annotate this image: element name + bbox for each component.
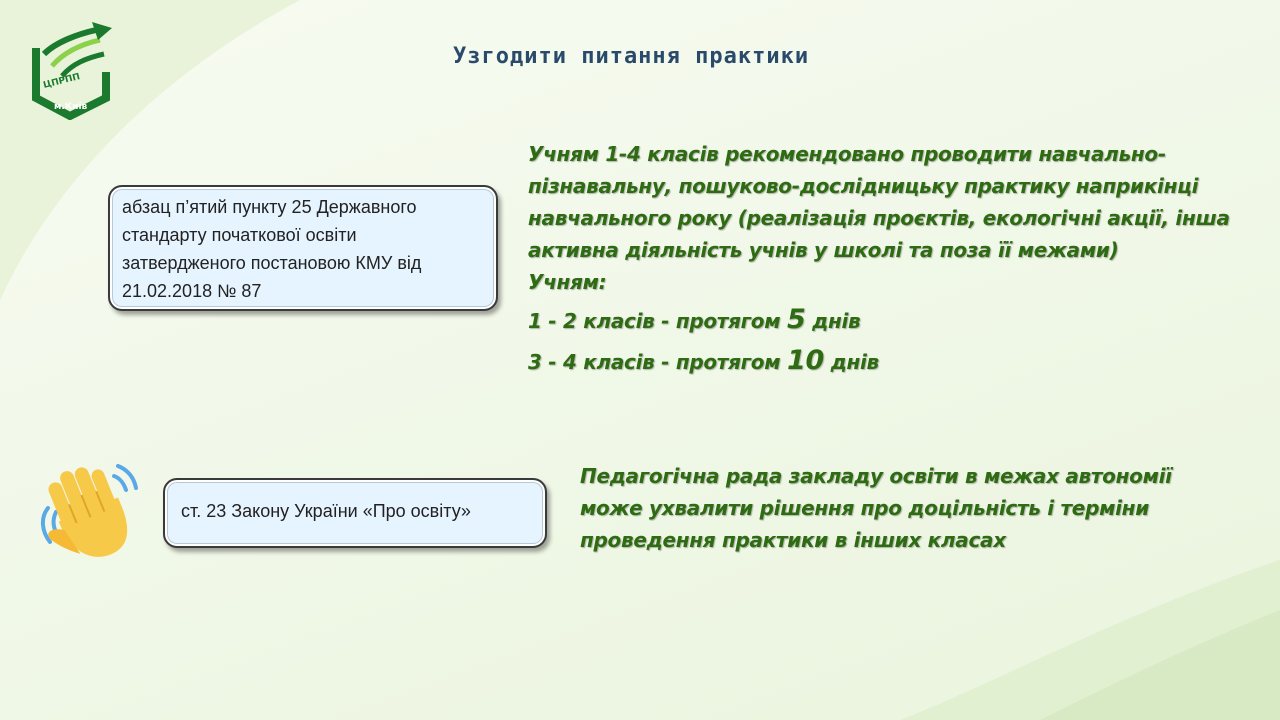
cprpp-logo-icon (30, 18, 116, 120)
page-title: Узгодити питання практики (453, 44, 810, 69)
reference-line: стандарту початкової освіти (122, 225, 357, 245)
text-line: пізнавальну, пошуково-дослідницьку практику наприкінці (528, 174, 1199, 198)
text-line: Педагогічна рада закладу освіти в межах автономії (580, 464, 1172, 488)
legal-reference-box (108, 185, 498, 311)
logo-text-top: ЦПРПП (42, 72, 82, 91)
waving-hand-icon (36, 456, 144, 564)
duration-count: 5 (786, 304, 806, 335)
duration-grades: 1 - 2 класів - протягом (528, 309, 781, 333)
text-line: навчального року (реалізація проєктів, екологічні акції, інша (528, 206, 1230, 230)
duration-unit: днів (830, 350, 879, 374)
duration-grades: 3 - 4 класів - протягом (528, 350, 781, 374)
duration-count: 10 (786, 345, 824, 376)
pedagogical-council-text (580, 460, 1270, 556)
logo-text-bottom: м.Київ (54, 102, 88, 112)
practice-recommendation-text (528, 138, 1248, 380)
text-line: може ухвалити рішення про доцільність і терміни (580, 496, 1149, 520)
reference-line: абзац п’ятий пункту 25 Державного (122, 197, 417, 217)
reference-line: ст. 23 Закону України «Про освіту» (181, 501, 471, 521)
duration-unit: днів (812, 309, 861, 333)
text-line: проведення практики в інших класах (580, 528, 1006, 552)
text-line: Учням: (528, 270, 607, 294)
reference-line: затвердженого постановою КМУ від (122, 253, 422, 273)
duration-line (528, 302, 1248, 339)
text-line: Учням 1-4 класів рекомендовано проводити навчально- (528, 142, 1166, 166)
duration-line (528, 343, 1248, 380)
law-reference-box (163, 478, 547, 548)
text-line: активна діяльність учнів у школі та поза її межами) (528, 238, 1119, 262)
reference-line: 21.02.2018 № 87 (122, 281, 262, 301)
